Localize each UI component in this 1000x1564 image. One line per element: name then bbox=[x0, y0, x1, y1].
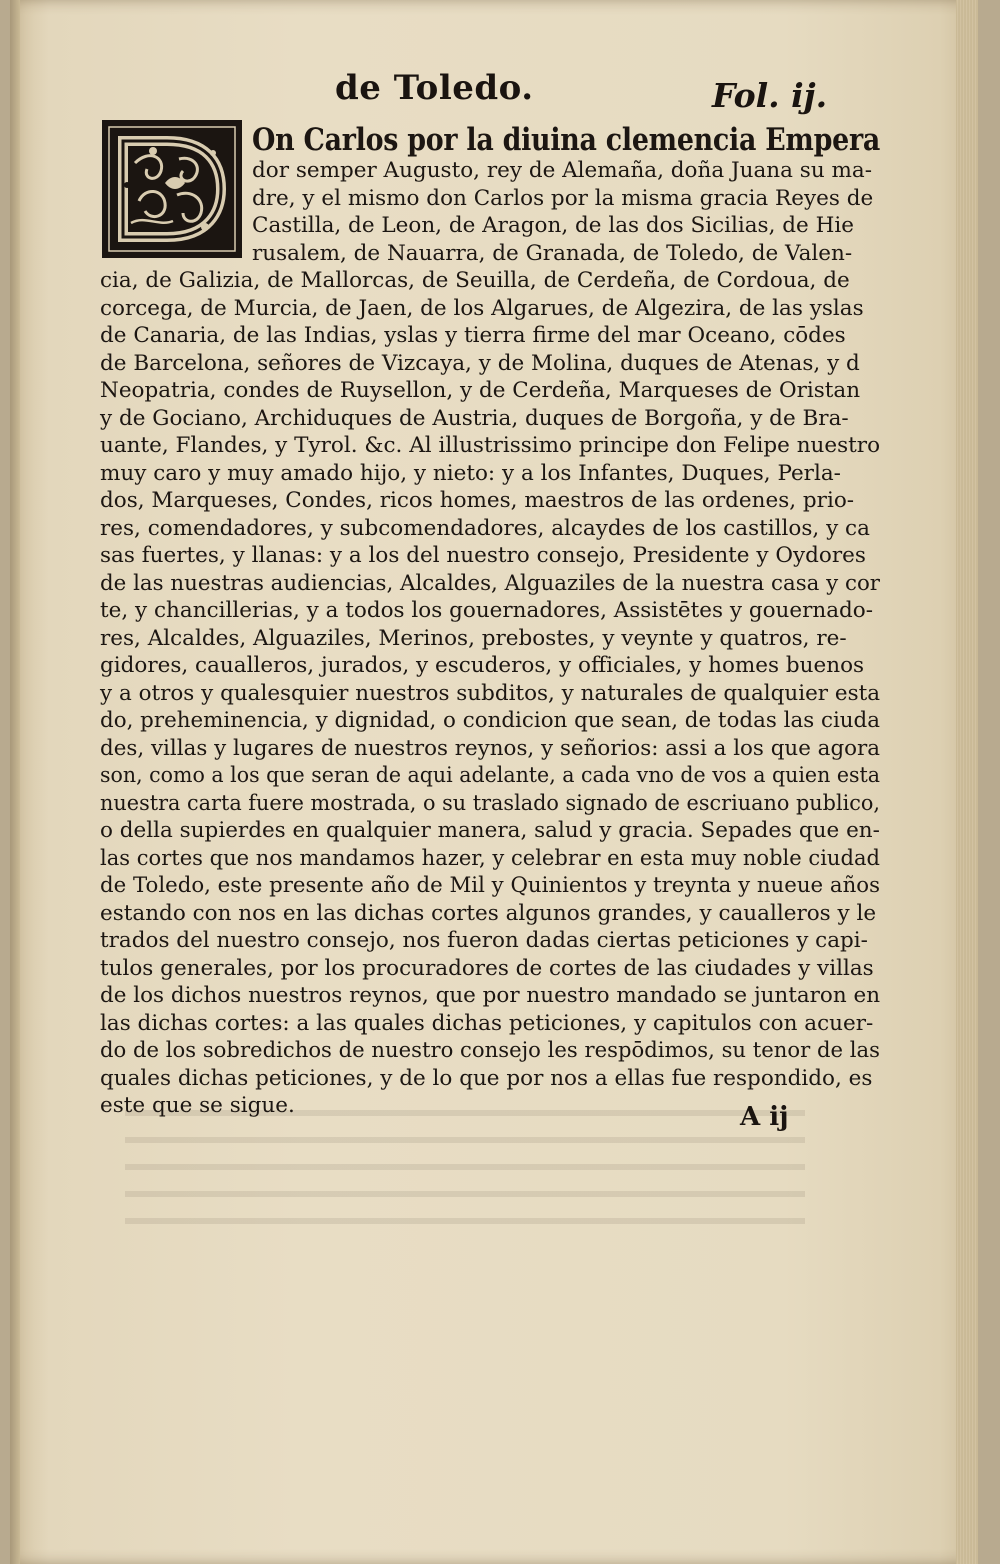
text-line: dos, Marqueses, Condes, ricos homes, maestros de las ordenes, prio- bbox=[100, 488, 855, 513]
text-line: dor semper Augusto, rey de Alemaña, doña Juana su ma- bbox=[252, 158, 872, 183]
text-line: cia, de Galizia, de Mallorcas, de Seuilla, de Cerdeña, de Cordoua, de bbox=[100, 268, 850, 293]
text-line: de Toledo, este presente año de Mil y Quinientos y treynta y nueue años bbox=[100, 873, 881, 898]
text-line: y de Gociano, Archiduques de Austria, duques de Borgoña, y de Bra- bbox=[100, 405, 849, 431]
text-line: las dichas cortes: a las quales dichas peticiones, y capitulos con acuer- bbox=[100, 1010, 874, 1036]
text-line: do, preheminencia, y dignidad, o condicion que sean, de todas las ciuda bbox=[100, 708, 880, 733]
text-line: res, Alcaldes, Alguaziles, Merinos, prebostes, y veynte y quatros, re- bbox=[100, 625, 847, 651]
text-line: de las nuestras audiencias, Alcaldes, Alguaziles de la nuestra casa y cor bbox=[100, 570, 881, 596]
page-fore-edge bbox=[956, 0, 978, 1564]
text-line: las cortes que nos mandamos hazer, y celebrar en esta muy noble ciudad bbox=[100, 845, 880, 871]
text-line: estando con nos en las dichas cortes algunos grandes, y caualleros y le bbox=[100, 900, 877, 926]
text-line: res, comendadores, y subcomendadores, alcaydes de los castillos, y ca bbox=[100, 515, 870, 541]
text-line: sas fuertes, y llanas: y a los del nuestro consejo, Presidente y Oydores bbox=[100, 543, 866, 568]
text-line: uante, Flandes, y Tyrol. &c. Al illustrissimo principe don Felipe nuestro bbox=[100, 433, 881, 458]
text-line: muy caro y muy amado hijo, y nieto: y a los Infantes, Duques, Perla- bbox=[100, 460, 841, 486]
text-line: nuestra carta fuere mostrada, o su traslado signado de escriuano publico, bbox=[100, 790, 881, 816]
text-line: de Barcelona, señores de Vizcaya, y de Molina, duques de Atenas, y d bbox=[100, 350, 860, 376]
text-line: corcega, de Murcia, de Jaen, de los Algarues, de Algezira, de las yslas bbox=[100, 295, 864, 321]
running-head: de Toledo. bbox=[335, 68, 534, 108]
text-line: o della supierdes en qualquier manera, salud y gracia. Sepades que en- bbox=[100, 818, 880, 843]
text-line: do de los sobredichos de nuestro consejo les respōdimos, su tenor de las bbox=[100, 1038, 880, 1063]
text-line: de los dichos nuestros reynos, que por nuestro mandado se juntaron en bbox=[100, 983, 881, 1008]
text-line: son, como a los que seran de aqui adelante, a cada vno de vos a quien esta bbox=[100, 763, 881, 788]
show-through-text bbox=[125, 1100, 805, 1240]
text-line: de Canaria, de las Indias, yslas y tierra firme del mar Oceano, cōdes bbox=[100, 323, 846, 348]
text-line: gidores, caualleros, jurados, y escuderos, y officiales, y homes buenos bbox=[100, 653, 865, 678]
text-line: quales dichas peticiones, y de lo que por nos a ellas fue respondido, es bbox=[100, 1065, 873, 1091]
text-line: Castilla, de Leon, de Aragon, de las dos Sicilias, de Hie bbox=[252, 213, 854, 238]
text-line: des, villas y lugares de nuestros reynos, y señorios: assi a los que agora bbox=[100, 735, 881, 761]
text-line: dre, y el mismo don Carlos por la misma gracia Reyes de bbox=[252, 185, 874, 211]
text-line: tulos generales, por los procuradores de cortes de las ciudades y villas bbox=[100, 955, 874, 981]
text-line: trados del nuestro consejo, nos fueron dadas ciertas peticiones y capi- bbox=[100, 928, 868, 953]
page-gutter bbox=[10, 0, 20, 1564]
text-line: rusalem, de Nauarra, de Granada, de Toledo, de Valen- bbox=[252, 240, 853, 266]
text-line: te, y chancillerias, y a todos los gouernadores, Assistētes y gouernado- bbox=[100, 598, 874, 623]
text-line: y a otros y qualesquier nuestros subditos, y naturales de qualquier esta bbox=[100, 680, 881, 706]
body-text bbox=[100, 124, 880, 1120]
text-line: Neopatria, condes de Ruysellon, y de Cerdeña, Marqueses de Oristan bbox=[100, 378, 861, 403]
signature-mark: A ij bbox=[740, 1102, 789, 1132]
folio-number: Fol. ij. bbox=[712, 76, 828, 115]
text-line: On Carlos por la diuina clemencia Empera bbox=[252, 122, 881, 158]
text-line: este que se sigue. bbox=[100, 1093, 295, 1118]
